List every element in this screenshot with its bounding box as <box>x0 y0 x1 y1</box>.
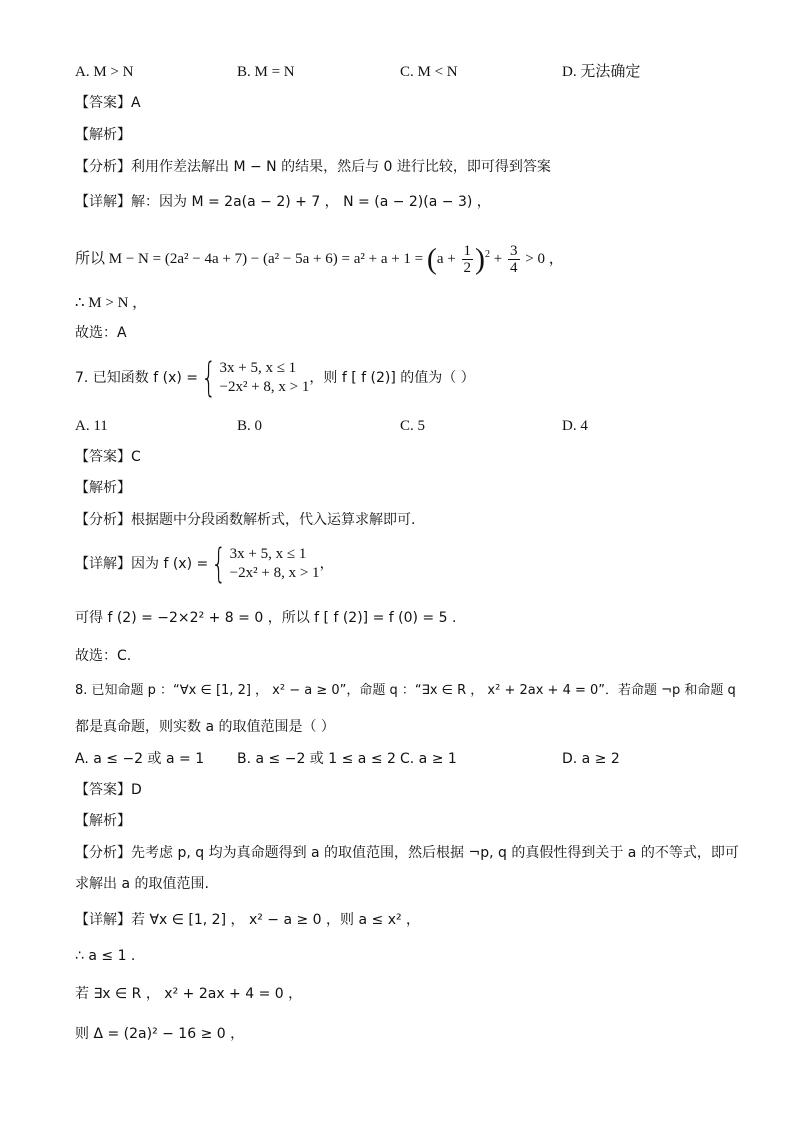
q7-detail-cases <box>230 545 320 583</box>
q6-option-d: D. 无法确定 <box>562 64 641 80</box>
q7-analysis-heading: 【解析】 <box>75 480 131 496</box>
q7-case-1: 3x + 5, x ≤ 1 <box>219 360 297 376</box>
q6-option-b: B. M = N <box>237 64 295 80</box>
q8-detail-line-3: 若 ∃x ∈ R ， x² + 2ax + 4 = 0 ， <box>75 986 303 1002</box>
q8-fenxi-line-2: 求解出 a 的取值范围. <box>75 876 209 892</box>
q8-option-d: D. a ≥ 2 <box>562 751 620 767</box>
q8-option-c: C. a ≥ 1 <box>400 751 457 767</box>
q7-stem <box>75 357 475 399</box>
q6-frac2-den: 4 <box>510 260 518 277</box>
q8-detail-line-4: 则 Δ = (2a)² − 16 ≥ 0 ， <box>75 1026 245 1042</box>
q6-option-a: A. M > N <box>75 64 134 80</box>
q6-therefore: ∴ M > N ， <box>75 295 148 311</box>
q6-frac2-num: 3 <box>510 243 518 260</box>
q7-answer: 【答案】C <box>75 449 141 465</box>
q7-option-c: C. 5 <box>400 418 426 434</box>
q7-detail-prefix: 【详解】因为 f (x) = <box>75 556 209 572</box>
q6-detail: 【详解】解：因为 M = 2a(a − 2) + 7 ， N = (a − 2)(a − 3) ， <box>75 194 491 210</box>
q6-fraction-three-quarters <box>508 243 520 276</box>
q7-calc: 可得 f (2) = −2×2² + 8 = 0 ，所以 f [ f (2)] = f (0) = 5 . <box>75 610 457 626</box>
q7-choose: 故选：C. <box>75 648 132 664</box>
q7-cases <box>219 359 309 397</box>
q6-step-paren-close: ) <box>475 242 486 276</box>
q7-detail-brace: { <box>211 541 227 587</box>
q8-detail-line-2: ∴ a ≤ 1 . <box>75 948 136 964</box>
q7-detail-case-2: −2x² + 8, x > 1 <box>229 565 320 581</box>
q6-step-equation <box>75 238 564 276</box>
q6-frac1-den: 2 <box>463 260 472 277</box>
q6-step-tail: > 0 ， <box>525 251 564 267</box>
q7-option-d: D. 4 <box>562 418 588 434</box>
q7-option-b: B. 0 <box>237 418 263 434</box>
q8-analysis-heading: 【解析】 <box>75 813 131 829</box>
q6-option-c: C. M < N <box>400 64 458 80</box>
q8-option-b: B. a ≤ −2 或 1 ≤ a ≤ 2 <box>237 751 396 767</box>
q6-step-paren-open: ( <box>426 242 437 276</box>
q8-answer: 【答案】D <box>75 782 142 798</box>
q6-step-a: a + <box>436 251 456 267</box>
q7-detail-case-1: 3x + 5, x ≤ 1 <box>229 546 307 562</box>
q7-brace: { <box>201 355 217 401</box>
q7-fenxi: 【分析】根据题中分段函数解析式，代入运算求解即可. <box>75 512 416 528</box>
q6-step-plus: + <box>493 251 503 267</box>
q8-option-a: A. a ≤ −2 或 a = 1 <box>75 751 205 767</box>
q7-detail <box>75 543 334 585</box>
q6-answer: 【答案】A <box>75 95 141 111</box>
q7-suffix: ，则 f [ f (2)] 的值为（ ） <box>309 370 475 386</box>
q8-detail-line-1: 【详解】若 ∀x ∈ [1, 2] ， x² − a ≥ 0 ，则 a ≤ x² ， <box>75 912 421 928</box>
q6-fraction-half <box>462 243 474 276</box>
q6-frac1-num: 1 <box>463 243 472 260</box>
q7-prefix: 7. 已知函数 f (x) = <box>75 370 199 386</box>
q6-fenxi: 【分析】利用作差法解出 M − N 的结果，然后与 0 进行比较，即可得到答案 <box>75 159 551 175</box>
q7-option-a: A. 11 <box>75 418 108 434</box>
q7-case-2: −2x² + 8, x > 1 <box>219 379 310 395</box>
q6-analysis-heading: 【解析】 <box>75 127 131 143</box>
q6-step-left: 所以 M − N = (2a² − 4a + 7) − (a² − 5a + 6) = a² + a + 1 = <box>75 251 424 267</box>
q8-fenxi-line-1: 【分析】先考虑 p, q 均为真命题得到 a 的取值范围，然后根据 ¬p, q 的真假性得到关于 a 的不等式，即可 <box>75 845 739 861</box>
q7-detail-suffix: ， <box>319 556 334 572</box>
q8-stem-line-1: 8. 已知命题 p ：“∀x ∈ [1, 2] ， x² − a ≥ 0”，命题 q ：“∃x ∈ R ， x² + 2ax + 4 = 0”．若命题 ¬p 和命题 q <box>75 683 736 698</box>
q6-choose: 故选：A <box>75 325 127 341</box>
q8-stem-line-2: 都是真命题，则实数 a 的取值范围是（ ） <box>75 719 335 735</box>
q6-step-square: 2 <box>485 249 491 260</box>
